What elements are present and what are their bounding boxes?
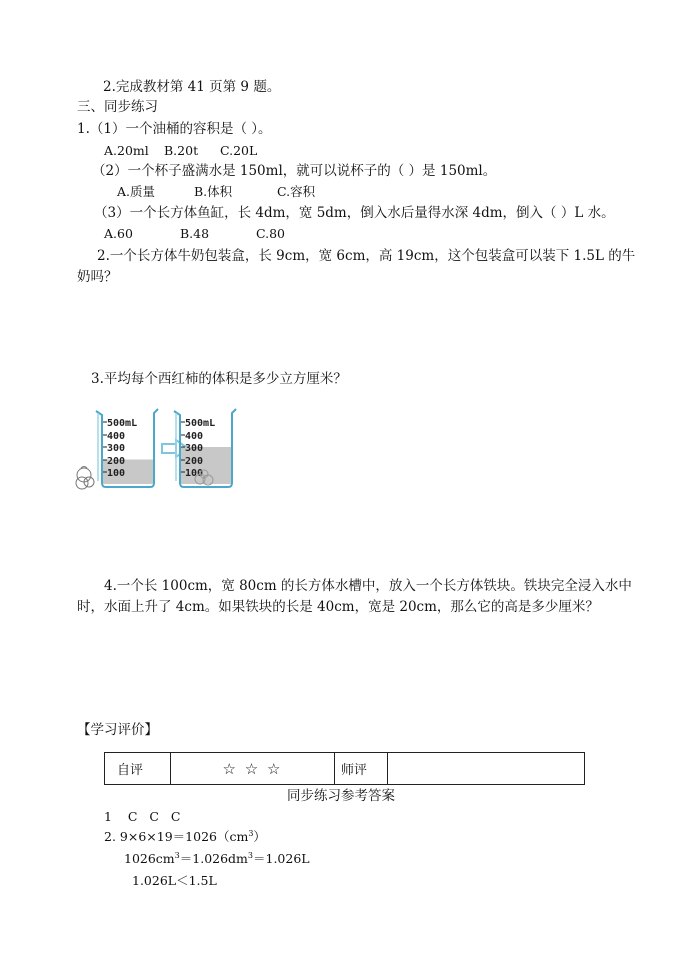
scale-label: 100 xyxy=(185,468,204,479)
q1-part1-options xyxy=(104,143,257,159)
answer-2-line3: 1.026L＜1.5L xyxy=(132,873,217,888)
option-b: B.20t xyxy=(164,143,199,158)
scale-label: 400 xyxy=(185,431,204,442)
evaluation-title: 【学习评价】 xyxy=(77,722,158,738)
option-a: A.20ml xyxy=(104,143,149,158)
q1-part3-options xyxy=(104,226,285,242)
scale-label: 300 xyxy=(185,443,204,454)
teacher-eval-label: 师评 xyxy=(335,753,388,785)
evaluation-table xyxy=(104,752,585,785)
q3-stem: 3.平均每个西红柿的体积是多少立方厘米？ xyxy=(91,371,347,387)
q1-part1-stem: 1.（1）一个油桶的容积是（ ）。 xyxy=(77,121,272,137)
homework-item-2: 2.完成教材第 41 页第 9 题。 xyxy=(103,79,281,95)
scale-label: 100 xyxy=(107,468,126,479)
scale-label: 200 xyxy=(185,456,204,467)
scale-label: 500mL xyxy=(185,418,216,429)
answer-2-line2: $1026cm^3=1.026dm^3=1.026L$ xyxy=(124,850,310,866)
q2-line2: 奶吗？ xyxy=(77,269,118,285)
option-b: B.48 xyxy=(180,226,210,241)
option-c: C.容积 xyxy=(277,184,316,199)
scale-label: 500mL xyxy=(107,418,138,429)
q4-line2: 时，水面上升了 4cm。如果铁块的长是 40cm，宽是 20cm，那么它的高是多少厘米？ xyxy=(77,599,599,615)
q1-part2-options xyxy=(117,184,315,200)
scale-label: 400 xyxy=(107,431,126,442)
answers-title: 同步练习参考答案 xyxy=(287,788,395,804)
beaker-before xyxy=(76,409,158,489)
q1-part2-stem: （2）一个杯子盛满水是 150ml，就可以说杯子的（ ）是 150ml。 xyxy=(92,163,497,179)
self-eval-label: 自评 xyxy=(105,753,171,785)
q4-line1: 4.一个长 100cm，宽 80cm 的长方体水槽中，放入一个长方体铁块。铁块完全浸入水中 xyxy=(104,578,632,594)
scale-label: 300 xyxy=(107,443,126,454)
teacher-eval-field[interactable] xyxy=(388,753,585,785)
option-c: C.20L xyxy=(220,143,258,158)
option-b: B.体积 xyxy=(194,184,233,199)
beaker-illustration xyxy=(70,405,250,491)
option-a: A.60 xyxy=(104,226,133,241)
q2-line1: 2.一个长方体牛奶包装盒，长 9cm，宽 6cm，高 19cm，这个包装盒可以装下 1.5L 的牛 xyxy=(97,248,636,264)
scale-label: 200 xyxy=(107,456,126,467)
answer-2-line1: 2. $9\times 6\times 19=1026(cm^3)$ xyxy=(104,828,266,844)
section-title: 三、同步练习 xyxy=(77,99,158,115)
star-rating[interactable]: ☆ ☆ ☆ xyxy=(171,753,335,785)
beaker-after xyxy=(174,409,236,487)
option-a: A.质量 xyxy=(117,184,156,199)
q1-part3-stem: （3）一个长方体鱼缸，长 4dm，宽 5dm，倒入水后量得水深 4dm，倒入（ ）L 水。 xyxy=(94,205,615,221)
tomato-icon xyxy=(76,467,94,490)
option-c: C.80 xyxy=(256,226,285,241)
answer-1: 1 C C C xyxy=(104,809,181,824)
